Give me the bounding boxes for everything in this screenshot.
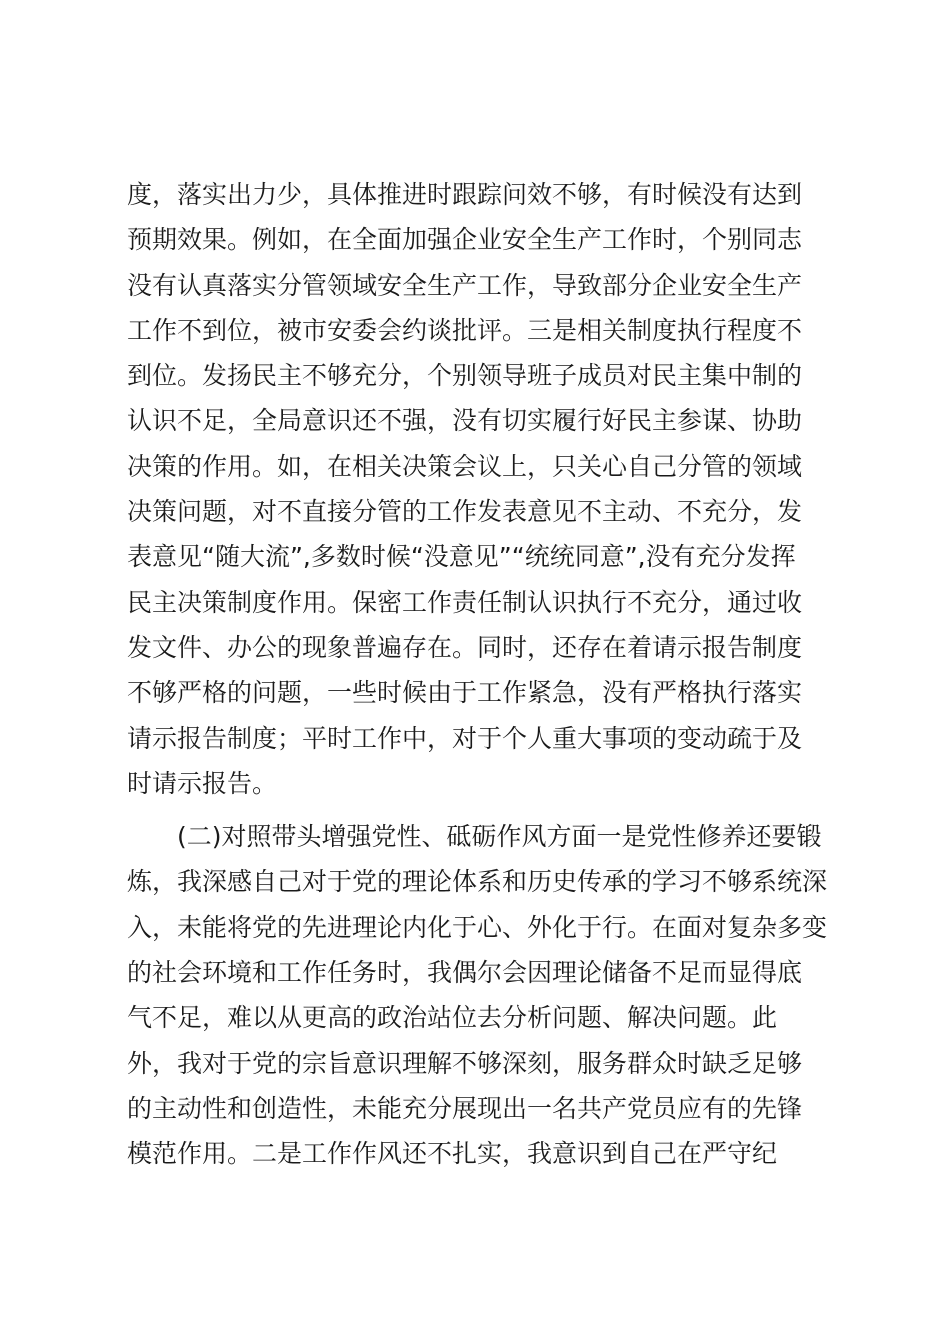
text-line: 认识不足，全局意识还不强，没有切实履行好民主参谋、协助 (127, 406, 803, 436)
paragraph-1 (127, 172, 827, 806)
text-line: 预期效果。例如，在全面加强企业安全生产工作时，个别同志 (127, 225, 803, 255)
text-line: 炼，我深感自己对于党的理论体系和历史传承的学习不够系统深 (127, 867, 828, 897)
text-line: 到位。发扬民主不够充分，个别领导班子成员对民主集中制的 (127, 361, 803, 391)
text-line: 决策的作用。如，在相关决策会议上，只关心自己分管的领域 (127, 451, 803, 481)
text-line: 时请示报告。 (127, 768, 278, 798)
text-line: 不够严格的问题，一些时候由于工作紧急，没有严格执行落实 (127, 678, 803, 708)
text-line: 表意见“随大流”,多数时候“没意见”“统统同意”,没有充分发挥 (127, 542, 796, 572)
text-line: 请示报告制度；平时工作中，对于个人重大事项的变动疏于及 (127, 723, 803, 753)
text-line: 度，落实出力少，具体推进时跟踪问效不够，有时候没有达到 (127, 180, 803, 209)
document-body (127, 172, 827, 1177)
text-line: 决策问题，对不直接分管的工作发表意见不主动、不充分，发 (127, 497, 803, 527)
paragraph-2 (127, 814, 827, 1176)
text-line: 的主动性和创造性，未能充分展现出一名共产党员应有的先锋 (127, 1093, 803, 1123)
text-line: 民主决策制度作用。保密工作责任制认识执行不充分，通过收 (127, 587, 803, 617)
text-line: 入，未能将党的先进理论内化于心、外化于行。在面对复杂多变 (127, 912, 828, 942)
text-line: 发文件、办公的现象普遍存在。同时，还存在着请示报告制度 (127, 632, 803, 662)
text-line: 外，我对于党的宗旨意识理解不够深刻，服务群众时缺乏足够 (127, 1048, 803, 1078)
paragraph-gap (127, 806, 827, 814)
text-line: 模范作用。二是工作作风还不扎实，我意识到自己在严守纪 (127, 1139, 778, 1169)
text-line: 没有认真落实分管领域安全生产工作，导致部分企业安全生产 (127, 270, 803, 300)
text-line: 工作不到位，被市安委会约谈批评。三是相关制度执行程度不 (127, 315, 803, 345)
text-line: (二)对照带头增强党性、砥砺作风方面一是党性修养还要锻 (177, 822, 822, 852)
text-line: 的社会环境和工作任务时，我偶尔会因理论储备不足而显得底 (127, 958, 803, 988)
text-line: 气不足，难以从更高的政治站位去分析问题、解决问题。此 (127, 1003, 778, 1033)
